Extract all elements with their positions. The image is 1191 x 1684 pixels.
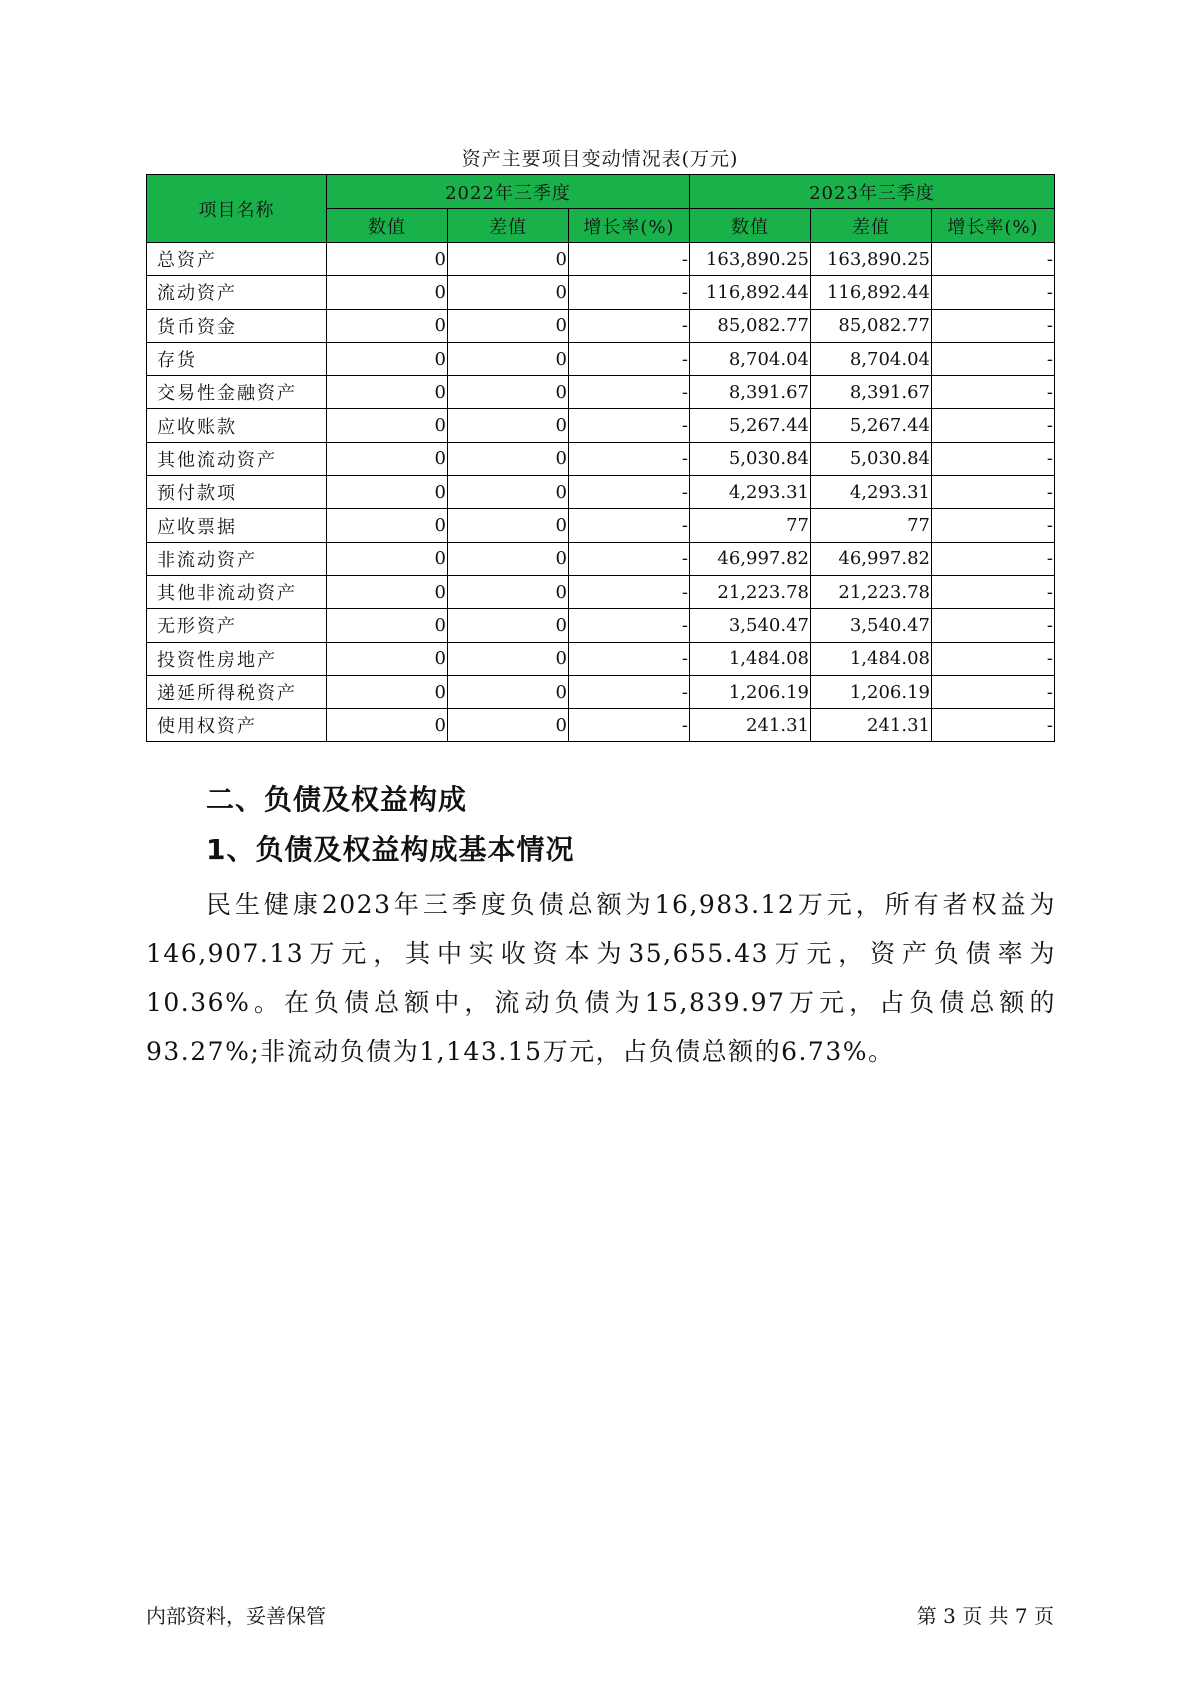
cell-diff-2023: 4,293.31 xyxy=(811,476,932,509)
header-growth-2023: 增长率(%) xyxy=(932,209,1055,243)
cell-value-2023: 1,484.08 xyxy=(690,642,811,675)
cell-value-2022: 0 xyxy=(327,476,448,509)
cell-value-2022: 0 xyxy=(327,575,448,608)
cell-value-2022: 0 xyxy=(327,542,448,575)
cell-diff-2023: 8,391.67 xyxy=(811,376,932,409)
cell-diff-2022: 0 xyxy=(448,409,569,442)
cell-value-2022: 0 xyxy=(327,243,448,276)
cell-diff-2022: 0 xyxy=(448,575,569,608)
cell-diff-2022: 0 xyxy=(448,442,569,475)
cell-growth-2023: - xyxy=(932,542,1055,575)
header-value-2023: 数值 xyxy=(690,209,811,243)
table-header-row-1 xyxy=(147,175,1055,209)
cell-diff-2023: 5,267.44 xyxy=(811,409,932,442)
cell-row-name: 投资性房地产 xyxy=(147,642,327,675)
table-caption: 资产主要项目变动情况表(万元) xyxy=(461,148,739,170)
cell-value-2023: 8,391.67 xyxy=(690,376,811,409)
cell-growth-2022: - xyxy=(569,642,690,675)
cell-diff-2022: 0 xyxy=(448,609,569,642)
table-row xyxy=(147,642,1055,675)
table-row xyxy=(147,509,1055,542)
table-row xyxy=(147,442,1055,475)
cell-value-2022: 0 xyxy=(327,442,448,475)
cell-value-2022: 0 xyxy=(327,409,448,442)
cell-row-name: 其他流动资产 xyxy=(147,442,327,475)
cell-value-2023: 46,997.82 xyxy=(690,542,811,575)
footer-page-number: 第 3 页 共 7 页 xyxy=(916,1604,1054,1628)
cell-growth-2023: - xyxy=(932,276,1055,309)
cell-row-name: 使用权资产 xyxy=(147,709,327,742)
table-row xyxy=(147,542,1055,575)
cell-value-2023: 85,082.77 xyxy=(690,309,811,342)
cell-growth-2023: - xyxy=(932,642,1055,675)
cell-diff-2023: 8,704.04 xyxy=(811,342,932,375)
cell-diff-2023: 3,540.47 xyxy=(811,609,932,642)
table-row xyxy=(147,342,1055,375)
table-row xyxy=(147,409,1055,442)
cell-diff-2022: 0 xyxy=(448,509,569,542)
cell-row-name: 递延所得税资产 xyxy=(147,675,327,708)
cell-value-2023: 241.31 xyxy=(690,709,811,742)
table-row xyxy=(147,476,1055,509)
cell-value-2022: 0 xyxy=(327,709,448,742)
cell-growth-2023: - xyxy=(932,509,1055,542)
cell-diff-2022: 0 xyxy=(448,476,569,509)
cell-growth-2023: - xyxy=(932,309,1055,342)
section-paragraph: 民生健康2023年三季度负债总额为16,983.12万元，所有者权益为146,907.13万元，其中实收资本为35,655.43万元，资产负债率为10.36%。在负债总额中，流动负债为15,839.97万元，占负债总额的93.27%;非流动负债为1,143.15万元，占负债总额的6.73%。 xyxy=(146,890,1056,1066)
footer-confidential: 内部资料，妥善保管 xyxy=(146,1604,326,1628)
cell-growth-2022: - xyxy=(569,709,690,742)
cell-value-2023: 116,892.44 xyxy=(690,276,811,309)
header-value-2022: 数值 xyxy=(327,209,448,243)
section-heading: 二、负债及权益构成 xyxy=(206,783,468,816)
cell-diff-2023: 1,206.19 xyxy=(811,675,932,708)
cell-row-name: 存货 xyxy=(147,342,327,375)
cell-growth-2022: - xyxy=(569,276,690,309)
cell-growth-2022: - xyxy=(569,476,690,509)
cell-growth-2023: - xyxy=(932,575,1055,608)
cell-diff-2022: 0 xyxy=(448,709,569,742)
cell-growth-2022: - xyxy=(569,409,690,442)
header-diff-2022: 差值 xyxy=(448,209,569,243)
cell-growth-2023: - xyxy=(932,442,1055,475)
cell-growth-2022: - xyxy=(569,542,690,575)
table-row xyxy=(147,675,1055,708)
cell-diff-2022: 0 xyxy=(448,675,569,708)
cell-value-2022: 0 xyxy=(327,675,448,708)
cell-diff-2022: 0 xyxy=(448,276,569,309)
cell-growth-2023: - xyxy=(932,675,1055,708)
cell-growth-2023: - xyxy=(932,243,1055,276)
cell-value-2023: 163,890.25 xyxy=(690,243,811,276)
cell-growth-2023: - xyxy=(932,609,1055,642)
cell-value-2022: 0 xyxy=(327,642,448,675)
cell-value-2023: 3,540.47 xyxy=(690,609,811,642)
cell-value-2022: 0 xyxy=(327,509,448,542)
cell-diff-2023: 1,484.08 xyxy=(811,642,932,675)
cell-growth-2022: - xyxy=(569,442,690,475)
header-item-name: 项目名称 xyxy=(147,175,327,243)
cell-diff-2022: 0 xyxy=(448,542,569,575)
cell-diff-2023: 21,223.78 xyxy=(811,575,932,608)
cell-value-2023: 5,030.84 xyxy=(690,442,811,475)
cell-growth-2022: - xyxy=(569,609,690,642)
cell-diff-2023: 163,890.25 xyxy=(811,243,932,276)
cell-diff-2023: 46,997.82 xyxy=(811,542,932,575)
cell-row-name: 无形资产 xyxy=(147,609,327,642)
cell-value-2023: 1,206.19 xyxy=(690,675,811,708)
cell-value-2023: 8,704.04 xyxy=(690,342,811,375)
cell-value-2022: 0 xyxy=(327,342,448,375)
header-growth-2022: 增长率(%) xyxy=(569,209,690,243)
cell-growth-2023: - xyxy=(932,409,1055,442)
cell-row-name: 货币资金 xyxy=(147,309,327,342)
table-row xyxy=(147,376,1055,409)
table-row xyxy=(147,609,1055,642)
cell-row-name: 其他非流动资产 xyxy=(147,575,327,608)
cell-diff-2023: 85,082.77 xyxy=(811,309,932,342)
table-row xyxy=(147,309,1055,342)
header-period-2023: 2023年三季度 xyxy=(690,175,1055,209)
table-row xyxy=(147,575,1055,608)
cell-diff-2023: 116,892.44 xyxy=(811,276,932,309)
table-row xyxy=(147,709,1055,742)
cell-value-2023: 4,293.31 xyxy=(690,476,811,509)
table-row xyxy=(147,243,1055,276)
cell-row-name: 流动资产 xyxy=(147,276,327,309)
cell-row-name: 应收账款 xyxy=(147,409,327,442)
cell-row-name: 应收票据 xyxy=(147,509,327,542)
table-row xyxy=(147,276,1055,309)
cell-growth-2023: - xyxy=(932,476,1055,509)
cell-value-2023: 21,223.78 xyxy=(690,575,811,608)
cell-diff-2022: 0 xyxy=(448,342,569,375)
cell-diff-2022: 0 xyxy=(448,309,569,342)
section-subheading: 1、负债及权益构成基本情况 xyxy=(206,833,575,866)
cell-growth-2023: - xyxy=(932,376,1055,409)
cell-value-2022: 0 xyxy=(327,376,448,409)
cell-diff-2022: 0 xyxy=(448,642,569,675)
table-body xyxy=(147,243,1055,742)
cell-growth-2023: - xyxy=(932,342,1055,375)
cell-value-2023: 5,267.44 xyxy=(690,409,811,442)
cell-growth-2022: - xyxy=(569,342,690,375)
cell-diff-2023: 241.31 xyxy=(811,709,932,742)
cell-row-name: 交易性金融资产 xyxy=(147,376,327,409)
cell-diff-2022: 0 xyxy=(448,243,569,276)
cell-value-2022: 0 xyxy=(327,276,448,309)
cell-value-2022: 0 xyxy=(327,309,448,342)
cell-growth-2022: - xyxy=(569,675,690,708)
cell-value-2022: 0 xyxy=(327,609,448,642)
cell-diff-2023: 77 xyxy=(811,509,932,542)
cell-growth-2022: - xyxy=(569,309,690,342)
header-period-2022: 2022年三季度 xyxy=(327,175,690,209)
cell-growth-2022: - xyxy=(569,575,690,608)
cell-row-name: 非流动资产 xyxy=(147,542,327,575)
cell-row-name: 总资产 xyxy=(147,243,327,276)
asset-change-table xyxy=(146,174,1055,742)
cell-growth-2023: - xyxy=(932,709,1055,742)
cell-growth-2022: - xyxy=(569,376,690,409)
cell-row-name: 预付款项 xyxy=(147,476,327,509)
cell-value-2023: 77 xyxy=(690,509,811,542)
cell-diff-2022: 0 xyxy=(448,376,569,409)
cell-growth-2022: - xyxy=(569,243,690,276)
cell-growth-2022: - xyxy=(569,509,690,542)
cell-diff-2023: 5,030.84 xyxy=(811,442,932,475)
header-diff-2023: 差值 xyxy=(811,209,932,243)
